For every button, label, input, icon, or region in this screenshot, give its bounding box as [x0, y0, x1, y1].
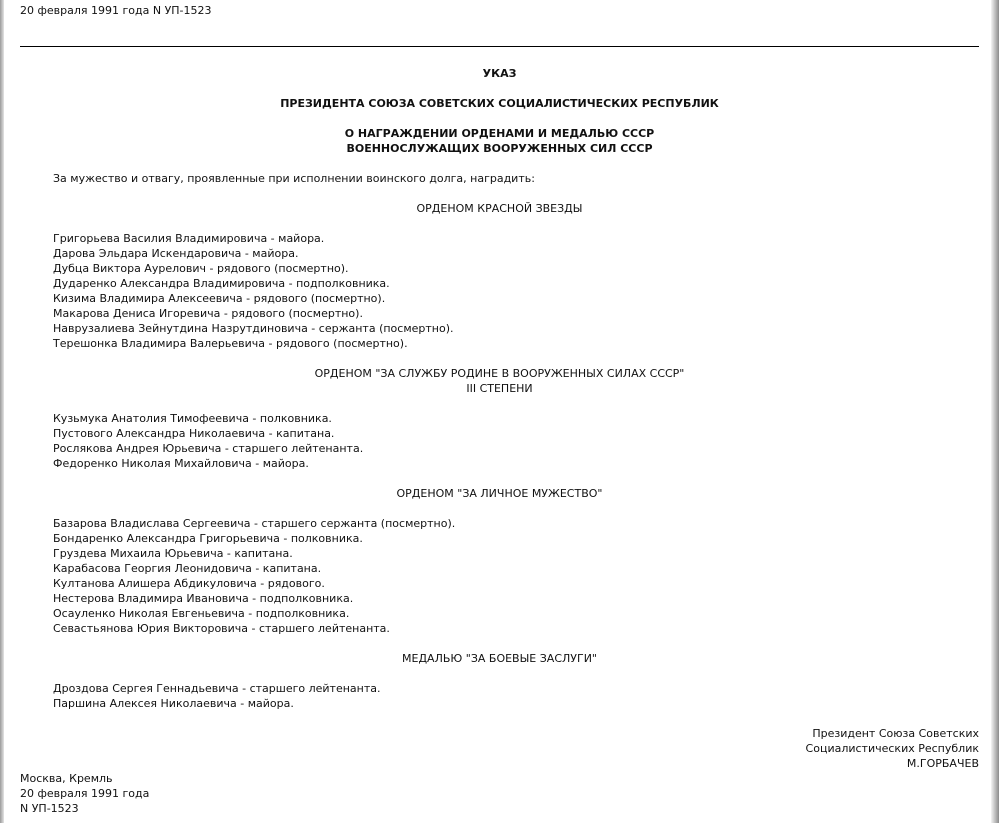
- list-item: Нестерова Владимира Ивановича - подполковника.: [53, 592, 354, 605]
- list-item: Дубца Виктора Аурелович - рядового (посмертно).: [53, 262, 349, 275]
- list-item: Култанова Алишера Абдикуловича - рядового.: [53, 577, 325, 590]
- list-item: Григорьева Василия Владимировича - майора.: [53, 232, 325, 245]
- window-frame-right: [991, 0, 999, 823]
- decree-intro: За мужество и отвагу, проявленные при исполнении воинского долга, наградить:: [53, 172, 535, 185]
- signing-date: 20 февраля 1991 года: [20, 787, 150, 800]
- list-item: Базарова Владислава Сергеевича - старшего сержанта (посмертно).: [53, 517, 456, 530]
- list-item: Дроздова Сергея Геннадьевича - старшего лейтенанта.: [53, 682, 381, 695]
- signatory-name: М.ГОРБАЧЕВ: [906, 757, 979, 770]
- award-list-personal-courage: [53, 516, 455, 636]
- signature-title-line-1: Президент Союза Советских: [812, 727, 979, 740]
- list-item: Кизима Владимира Алексеевича - рядового (посмертно).: [53, 292, 386, 305]
- list-item: Федоренко Николая Михайловича - майора.: [53, 457, 309, 470]
- section-heading-line-1: ОРДЕНОМ "ЗА СЛУЖБУ РОДИНЕ В ВООРУЖЕННЫХ СИЛАХ СССР": [314, 367, 685, 380]
- list-item: Дударенко Александра Владимировича - подполковника.: [53, 277, 390, 290]
- list-item: Кузьмука Анатолия Тимофеевича - полковника.: [53, 412, 332, 425]
- award-list-red-star: [53, 231, 454, 351]
- list-item: Пустового Александра Николаевича - капитана.: [53, 427, 335, 440]
- list-item: Рослякова Андрея Юрьевича - старшего лейтенанта.: [53, 442, 364, 455]
- list-item: Паршина Алексея Николаевича - майора.: [53, 697, 294, 710]
- decree-subject: [20, 126, 979, 156]
- list-item: Осауленко Николая Евгеньевича - подполковника.: [53, 607, 350, 620]
- decree-number: N УП-1523: [20, 802, 79, 815]
- place-and-date-block: [20, 771, 149, 816]
- list-item: Груздева Михаила Юрьевича - капитана.: [53, 547, 293, 560]
- section-heading-personal-courage: ОРДЕНОМ "ЗА ЛИЧНОЕ МУЖЕСТВО": [396, 487, 603, 500]
- header-divider: [20, 46, 979, 47]
- list-item: Наврузалиева Зейнутдина Назрутдиновича - сержанта (посмертно).: [53, 322, 454, 335]
- signature-title-line-2: Социалистических Республик: [805, 742, 979, 755]
- decree-issuer: ПРЕЗИДЕНТА СОЮЗА СОВЕТСКИХ СОЦИАЛИСТИЧЕСКИХ РЕСПУБЛИК: [280, 97, 719, 110]
- signature-block: [806, 726, 979, 771]
- decree-title: УКАЗ: [482, 67, 517, 80]
- list-item: Карабасова Георгия Леонидовича - капитана.: [53, 562, 322, 575]
- list-item: Бондаренко Александра Григорьевича - полковника.: [53, 532, 363, 545]
- list-item: Дарова Эльдара Искендаровича - майора.: [53, 247, 299, 260]
- list-item: Макарова Дениса Игоревича - рядового (посмертно).: [53, 307, 363, 320]
- award-list-service-to-motherland: [53, 411, 363, 471]
- signing-place: Москва, Кремль: [20, 772, 113, 785]
- decree-subject-line-2: ВОЕННОСЛУЖАЩИХ ВООРУЖЕННЫХ СИЛ СССР: [346, 142, 653, 155]
- section-heading-combat-merit-medal: МЕДАЛЬЮ "ЗА БОЕВЫЕ ЗАСЛУГИ": [402, 652, 597, 665]
- document-header: 20 февраля 1991 года N УП-1523: [20, 4, 212, 17]
- section-heading-red-star: ОРДЕНОМ КРАСНОЙ ЗВЕЗДЫ: [416, 202, 583, 215]
- section-heading-service-to-motherland: [20, 366, 979, 396]
- decree-subject-line-1: О НАГРАЖДЕНИИ ОРДЕНАМИ И МЕДАЛЬЮ СССР: [344, 127, 655, 140]
- list-item: Терешонка Владимира Валерьевича - рядового (посмертно).: [53, 337, 408, 350]
- window-frame-left: [0, 0, 4, 823]
- award-list-combat-merit-medal: [53, 681, 381, 711]
- section-heading-line-2: III СТЕПЕНИ: [466, 382, 533, 395]
- list-item: Севастьянова Юрия Викторовича - старшего лейтенанта.: [53, 622, 390, 635]
